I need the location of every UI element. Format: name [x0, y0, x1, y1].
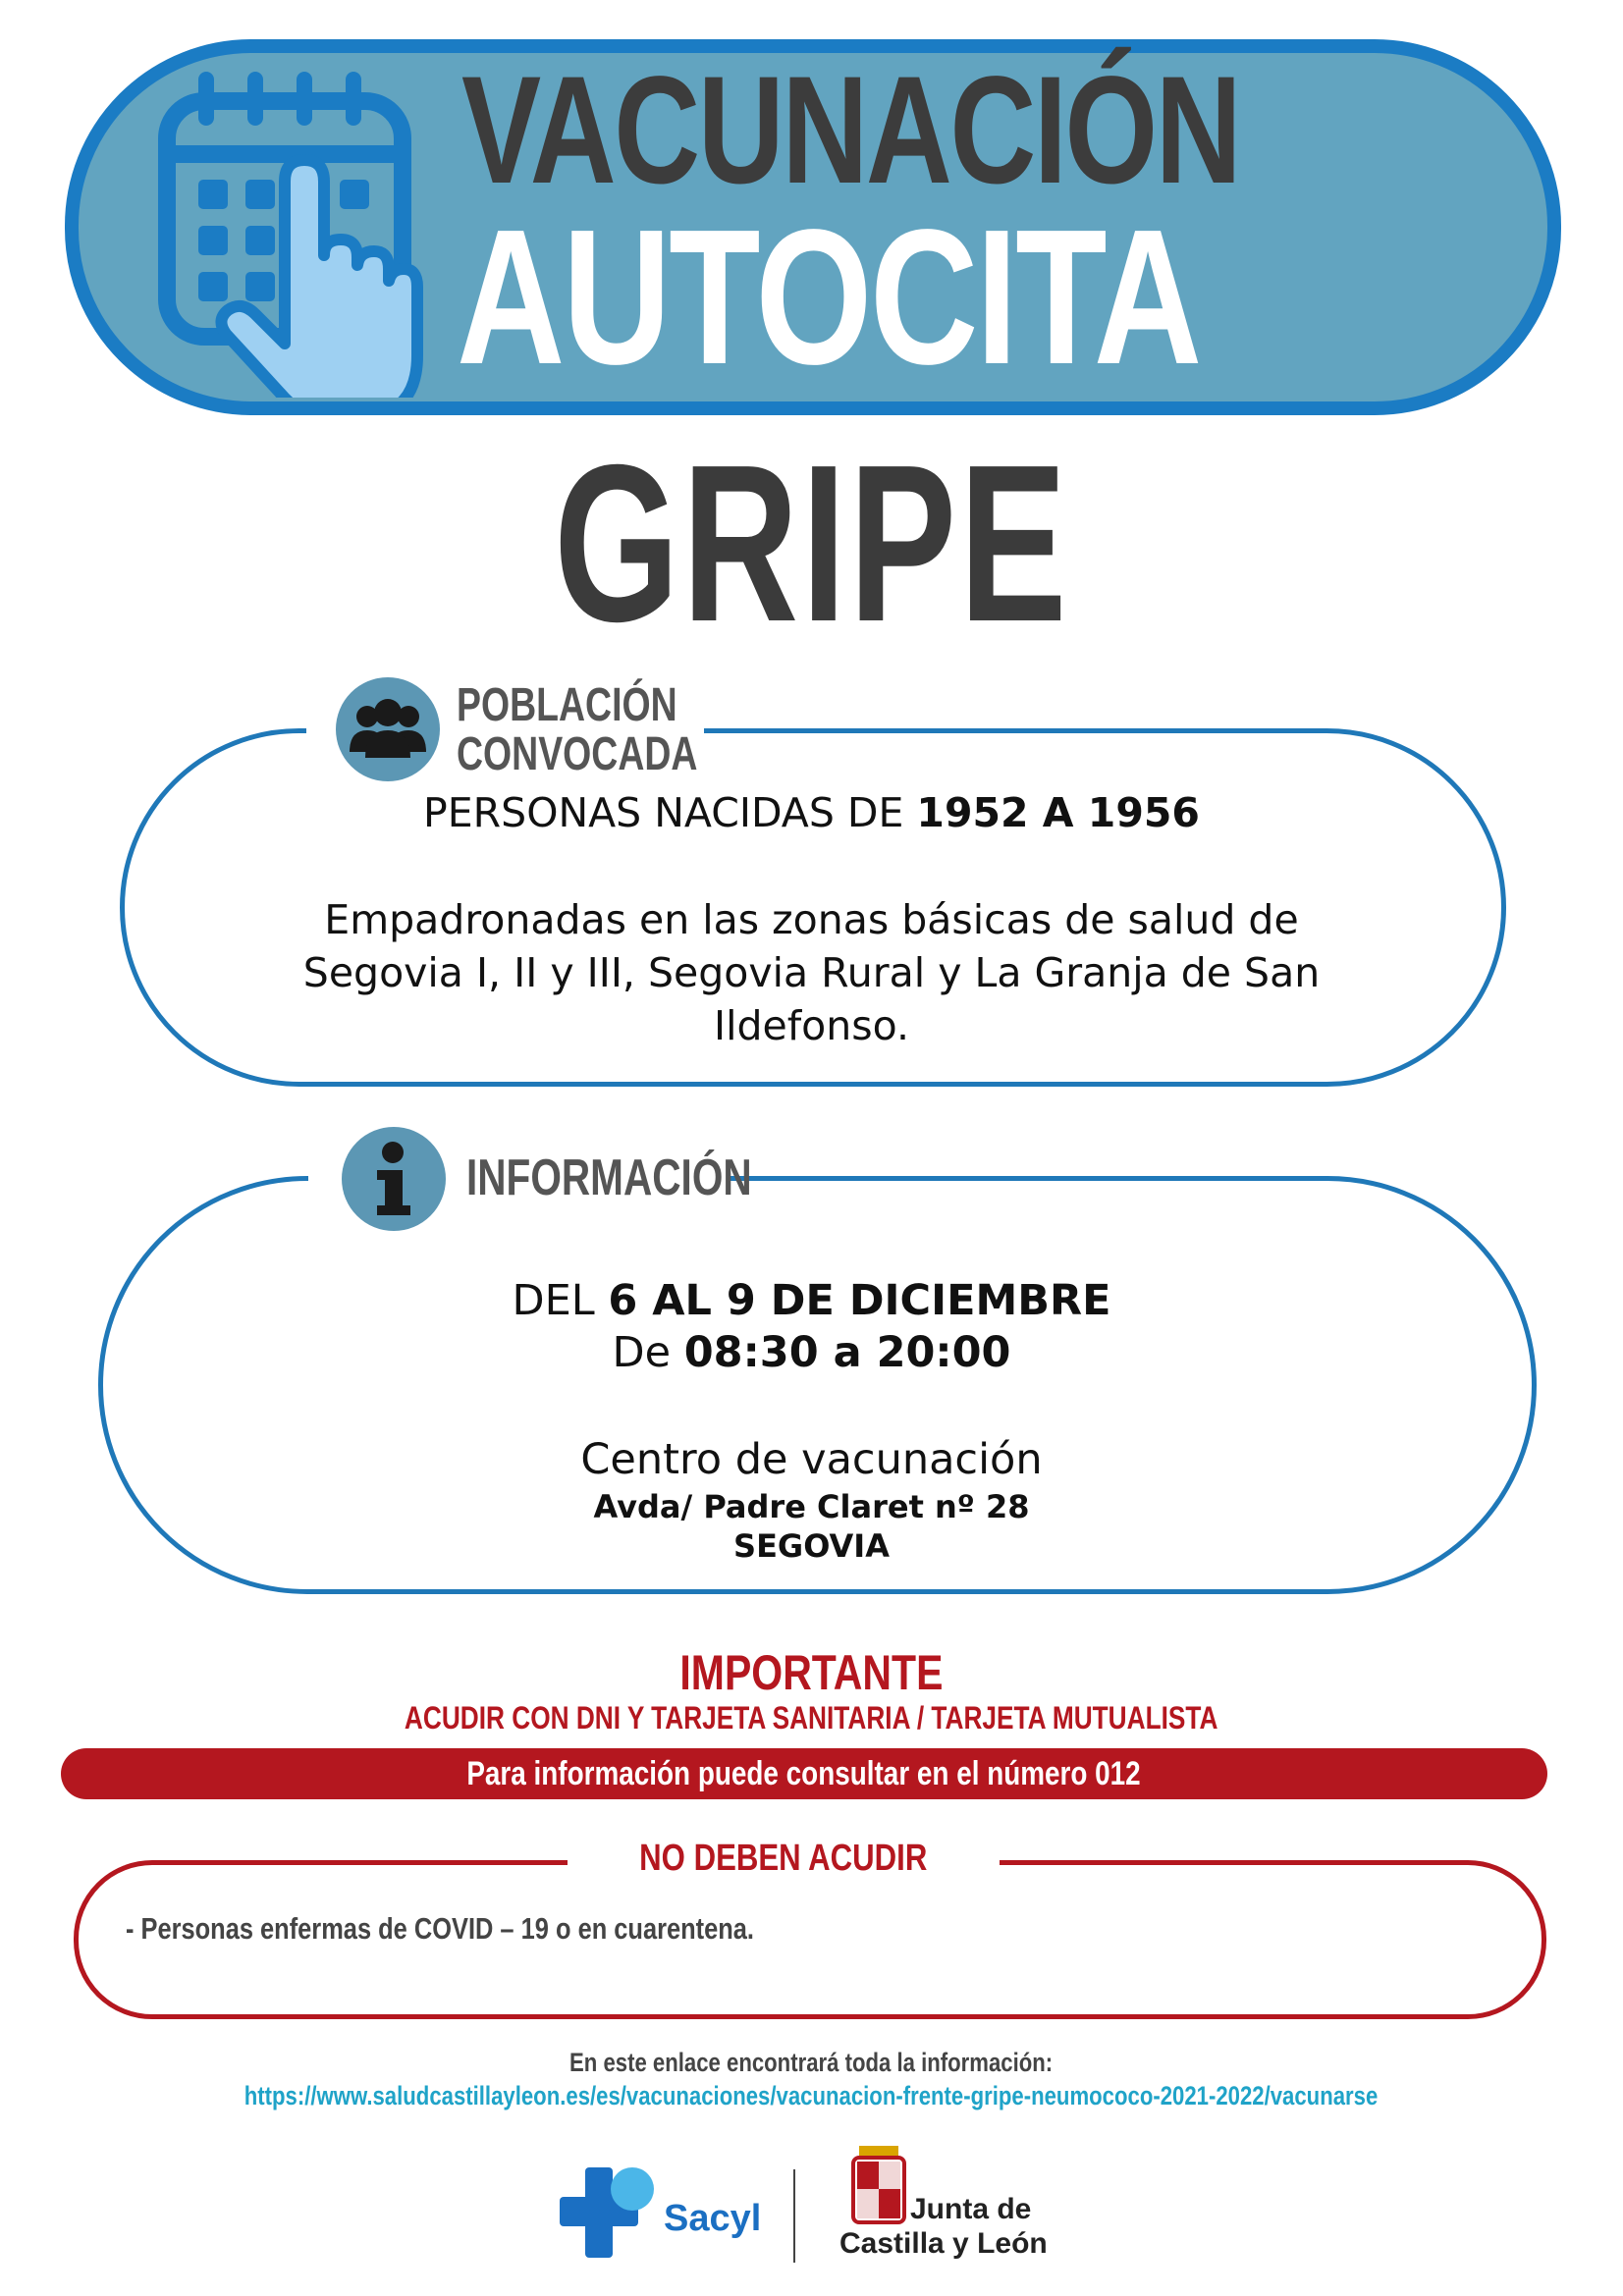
- dates: 6 AL 9 DE DICIEMBRE: [608, 1276, 1111, 1325]
- jcyl-line1: Junta de: [910, 2193, 1032, 2225]
- link-intro: En este enlace encontrará toda la información:: [569, 2048, 1054, 2077]
- poblacion-description: Empadronadas en las zonas básicas de salud de Segovia I, II y III, Segovia Rural y La Granja de San Ildefonso.: [302, 896, 1321, 1049]
- center-label: Centro de vacunación: [580, 1435, 1043, 1484]
- no-deben-title: NO DEBEN ACUDIR: [639, 1838, 928, 1879]
- people-icon: [336, 677, 440, 781]
- poblacion-label-line2: CONVOCADA: [457, 728, 698, 780]
- importante-title: IMPORTANTE: [679, 1645, 944, 1700]
- sacyl-logo: [560, 2160, 795, 2268]
- calendar-touch-icon: [147, 64, 432, 398]
- phone-info-text: Para información puede consultar en el número 012: [466, 1755, 1142, 1792]
- born-years: 1952 A 1956: [916, 789, 1200, 836]
- dates-line: DEL 6 AL 9 DE DICIEMBRE: [512, 1276, 1111, 1325]
- jcyl-line2: Castilla y León: [839, 2227, 1048, 2260]
- info-link[interactable]: https://www.saludcastillayleon.es/es/vacunaciones/vacunacion-frente-gripe-neumococo-2021-2022/vacunarse: [244, 2081, 1379, 2110]
- address: Avda/ Padre Claret nº 28: [593, 1488, 1030, 1525]
- informacion-label: INFORMACIÓN: [466, 1149, 752, 1206]
- poblacion-label-line1: POBLACIÓN: [457, 679, 677, 731]
- sacyl-wordmark: Sacyl: [664, 2198, 762, 2239]
- requirement-text: ACUDIR CON DNI Y TARJETA SANITARIA / TARJETA MUTUALISTA: [405, 1700, 1218, 1735]
- junta-castilla-leon-logo: [839, 2140, 1070, 2272]
- city: SEGOVIA: [733, 1527, 890, 1565]
- title-autocita: AUTOCITA: [457, 189, 1200, 404]
- no-deben-item: - Personas enfermas de COVID – 19 o en cuarentena.: [126, 1911, 754, 1946]
- born-years-line: PERSONAS NACIDAS DE 1952 A 1956: [423, 789, 1200, 836]
- title-vacunacion: VACUNACIÓN: [461, 45, 1240, 216]
- info-icon: [342, 1127, 446, 1231]
- hours-line: De 08:30 a 20:00: [612, 1328, 1011, 1377]
- subject-title: GRIPE: [553, 419, 1070, 668]
- logo-divider: [793, 2169, 795, 2263]
- hours: 08:30 a 20:00: [683, 1328, 1011, 1377]
